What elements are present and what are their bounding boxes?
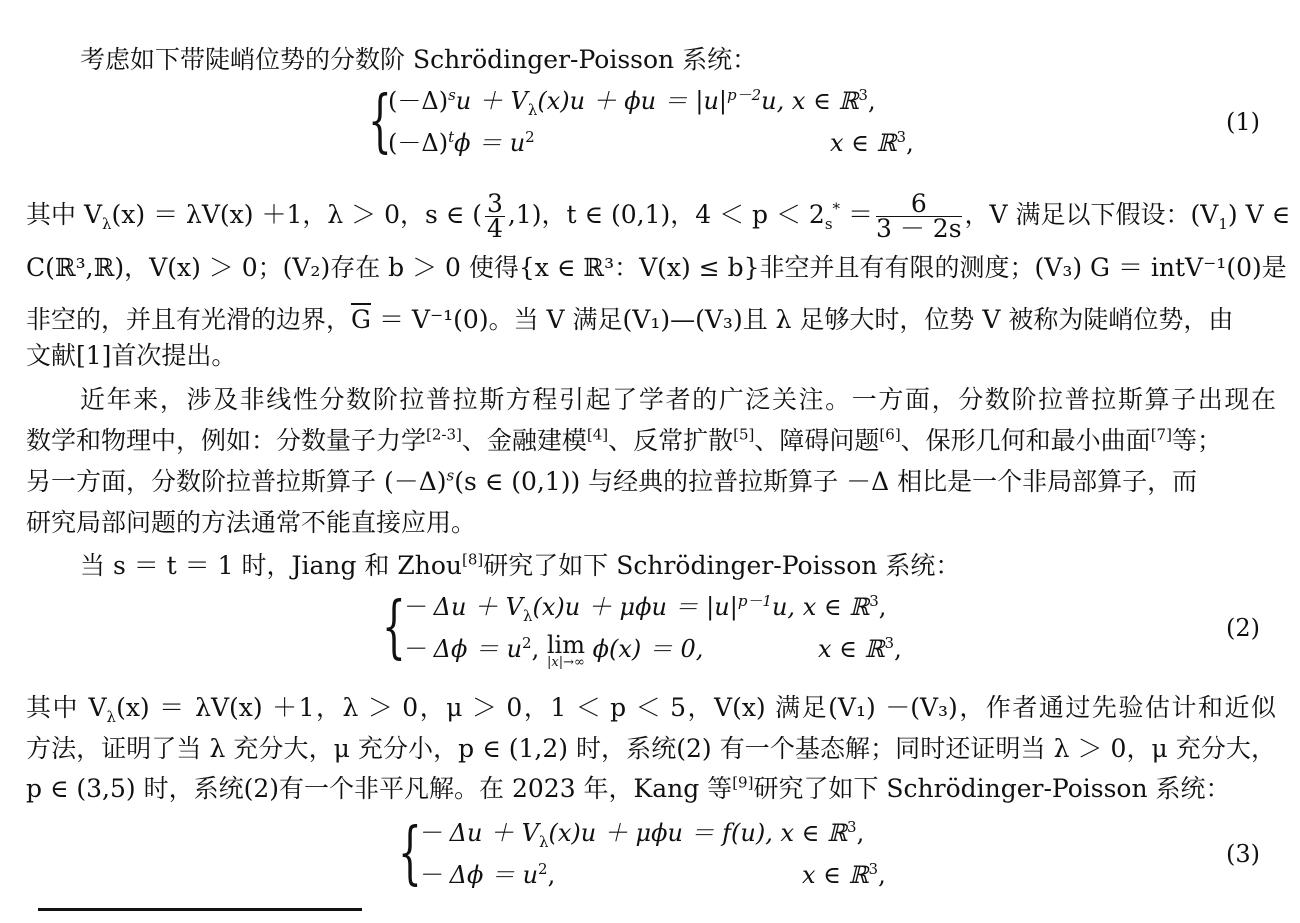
equation-1-row-2: $(-\Delta)^t\phi = u^2$ [388,128,535,157]
footnote-rule [38,908,362,911]
intro-text: 考虑如下带陡峭位势的分数阶 Schrödinger-Poisson 系统： [80,45,758,74]
fraction-6-over-3-2s: $\frac{6}{3 - 2s}$ [876,189,962,243]
equation-2-row-1: － $\Delta u + V_\lambda(x)u + \mu\phi u = |u|^{p-1}u$, x ∈ ℝ$^3$, [402,592,887,625]
paragraph-4-line-3: p ∈ (3,5) 时，系统(2)有一个非平凡解。在 2023 年，Kang 等[9]研究了如下 Schrödinger-Poisson 系统： [26,773,1231,803]
paragraph-2-line-1: 近年来，涉及非线性分数阶拉普拉斯方程引起了学者的广泛关注。一方面，分数阶拉普拉斯算子出现在 [80,385,1276,414]
paragraph-4-line-1: 其中 $V_\lambda(x) = \lambda V(x) +1$，λ ＞ 0，μ ＞ 0，1 ＜ p ＜ 5，V(x) 满足(V₁) －(V₃)，作者通过先验估计和近似 [26,693,1276,726]
limit-operator: lim |x|→∞ [546,631,585,670]
equation-1-number: (1) [1226,108,1260,136]
equation-3-row-1: － $\Delta u + V_\lambda(x)u + \mu\phi u = f(u)$, x ∈ ℝ$^3$, [418,818,865,851]
equation-3-row-2-domain: x ∈ ℝ$^3$, [802,860,886,889]
equation-2-row-2: － $\Delta\phi = u^2$, lim |x|→∞ ϕ(x) ＝ 0, [402,631,704,670]
equation-2 [382,588,1262,684]
paragraph-4-line-2: 方法，证明了当 λ 充分大，μ 充分小，p ∈ (1,2) 时，系统(2) 有一个基态解；同时还证明当 λ ＞ 0，μ 充分大， [26,734,1276,763]
equation-3 [398,814,1258,898]
equation-1-row-2-domain: x ∈ ℝ$^3$, [830,128,914,157]
equation-2-row-2-domain: x ∈ ℝ$^3$, [818,634,902,663]
equation-2-number: (2) [1226,614,1260,642]
brace: { [382,588,406,667]
equation-1 [368,82,1268,166]
intro-line [80,45,1276,75]
paragraph-2-line-4: 研究局部问题的方法通常不能直接应用。 [26,508,477,537]
paragraph-1-line-3: 非空的，并且有光滑的边界，$\overline{G} = V^{-1}(0)$。当 V 满足(V₁)—(V₃)且 λ 足够大时，位势 V 被称为陡峭位势，由 [26,305,1234,334]
paragraph-1-line-2: C(ℝ³,ℝ)，V(x) ＞ 0；(V₂)存在 b ＞ 0 使得{x ∈ ℝ³：V(x) ≤ b}非空并且有有限的测度；(V₃) G ＝ intV⁻¹(0)是 [26,253,1287,282]
paragraph-2-line-3: 另一方面，分数阶拉普拉斯算子 $(-\Delta)^s(s$ ∈ (0,1)) 与经典的拉普拉斯算子 －Δ 相比是一个非局部算子，而 [26,466,1198,496]
brace: { [368,82,392,161]
brace: { [398,814,422,893]
paragraph-1-line-4: 文献[1]首次提出。 [26,341,237,370]
equation-3-row-2: － $\Delta\phi = u^2$, [418,860,556,889]
paragraph-1-line-1: 其中 $V_\lambda(x) = \lambda V(x) +1$，λ ＞ 0，s ∈ ( $\frac{3}{4}$ ,1)，t ∈ (0,1)，$4 < p < 2_s^*$ ＝ $\frac{6}{3 - 2s}$ ，V 满足以下假设：$(V_1)$ V ∈ [26,189,1291,243]
paragraph-2-line-2: 数学和物理中，例如：分数量子力学[2-3]、金融建模[4]、反常扩散[5]、障碍问题[6]、保形几何和最小曲面[7]等； [26,425,1222,455]
equation-3-number: (3) [1226,840,1260,868]
fraction-3-4: $\frac{3}{4}$ [487,189,503,243]
paragraph-3-line-1: 当 s ＝ t ＝ 1 时，Jiang 和 Zhou[8]研究了如下 Schrödinger-Poisson 系统： [80,550,961,580]
equation-1-row-1: $(-\Delta)^su + V_\lambda(x)u + \phi u = |u|^{p-2}u$, x ∈ ℝ$^3$, [388,86,876,119]
